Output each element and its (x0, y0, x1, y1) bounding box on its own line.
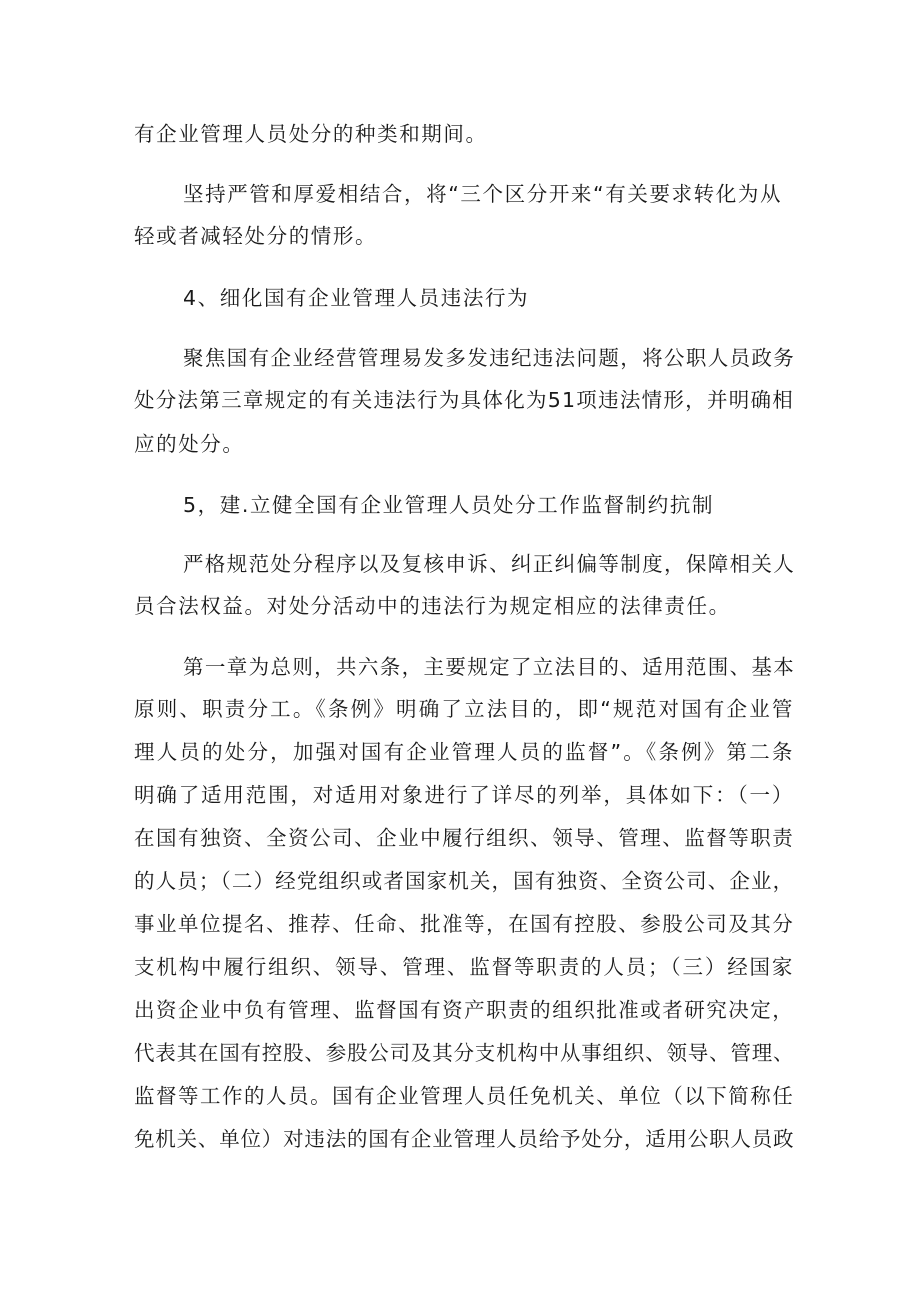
paragraph-chapter-one-line-6: 的人员；（二）经党组织或者国家机关，国有独资、全资公司、企业， (134, 869, 794, 893)
heading-item-4: 4、细化国有企业管理人员违法行为 (183, 286, 530, 310)
paragraph-strict-care-line-2: 轻或者减轻处分的情形。 (134, 224, 378, 248)
paragraph-chapter-one-line-10: 代表其在国有控股、参股公司及其分支机构中从事组织、领导、管理、 (134, 1041, 795, 1065)
paragraph-chapter-one-line-9: 出资企业中负有管理、监督国有资产职责的组织批准或者研究决定， (134, 998, 794, 1022)
paragraph-chapter-one-line-7: 事业单位提名、推荐、任命、批准等，在国有控股、参股公司及其分 (134, 912, 794, 936)
paragraph-chapter-one-line-4: 明确了适用范围，对适用对象进行了详尽的列举，具体如下：（一） (134, 783, 794, 807)
heading-item-5: 5，建.立健全国有企业管理人员处分工作监督制约抗制 (183, 493, 715, 517)
paragraph-continuation-line-1: 有企业管理人员处分的种类和期间。 (134, 122, 488, 146)
paragraph-chapter-one-line-11: 监督等工作的人员。国有企业管理人员任免机关、单位（以下简称任 (134, 1084, 794, 1108)
paragraph-violations-line-3: 应的处分。 (134, 432, 245, 456)
paragraph-strict-care-line-1: 坚持严管和厚爱相结合，将“三个区分开来“有关要求转化为从 (183, 182, 783, 206)
paragraph-chapter-one-line-3: 理人员的处分，加强对国有企业管理人员的监督”。《条例》第二条 (134, 740, 794, 764)
paragraph-chapter-one-line-12: 免机关、单位）对违法的国有企业管理人员给予处分，适用公职人员政 (134, 1127, 795, 1151)
paragraph-chapter-one-line-8: 支机构中履行组织、领导、管理、监督等职责的人员；（三）经国家 (134, 955, 794, 979)
paragraph-procedure-line-1: 严格规范处分程序以及复核申诉、纠正纠偏等制度，保障相关人 (183, 552, 795, 576)
paragraph-violations-line-2: 处分法第三章规定的有关违法行为具体化为51项违法情形，并明确相 (134, 388, 794, 412)
paragraph-chapter-one-line-2: 原则、职责分工。《条例》明确了立法目的，即“规范对国有企业管 (134, 697, 794, 721)
paragraph-violations-line-1: 聚焦国有企业经营管理易发多发违纪违法问题，将公职人员政务 (183, 346, 795, 370)
paragraph-procedure-line-2: 员合法权益。对处分活动中的违法行为规定相应的法律责任。 (134, 594, 731, 618)
paragraph-chapter-one-line-5: 在国有独资、全资公司、企业中履行组织、领导、管理、监督等职责 (134, 826, 794, 850)
paragraph-chapter-one-line-1: 第一章为总则，共六条，主要规定了立法目的、适用范围、基本 (183, 655, 795, 679)
